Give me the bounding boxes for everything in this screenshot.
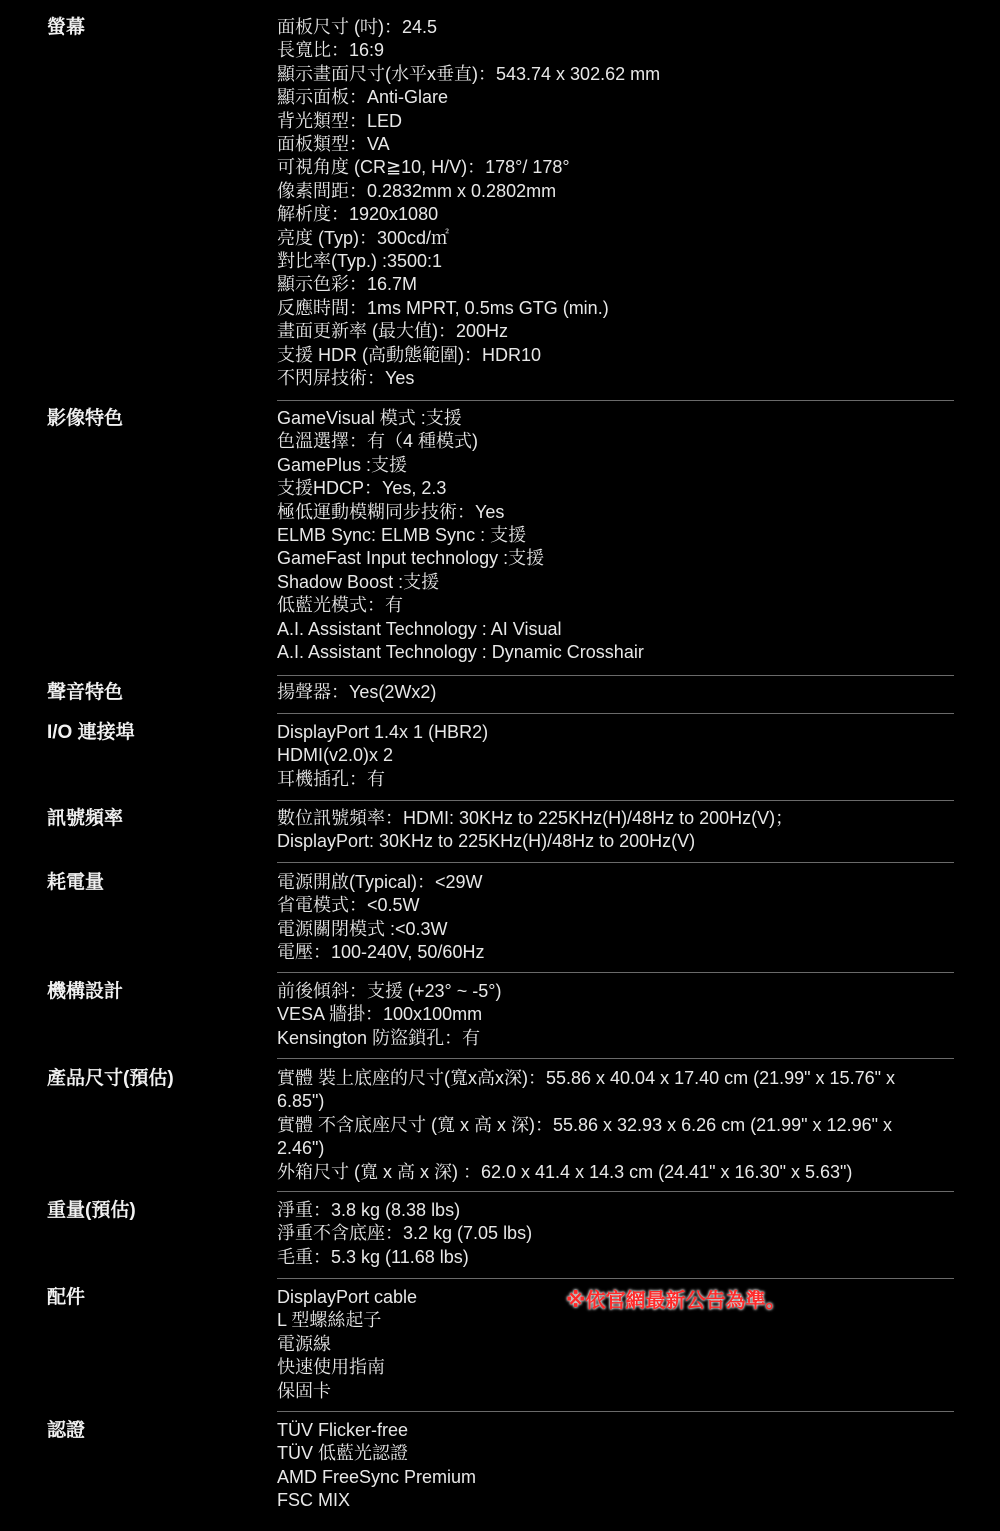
- spec-line: 反應時間：1ms MPRT, 0.5ms GTG (min.): [277, 297, 609, 318]
- section-label: I/O 連接埠: [47, 722, 135, 743]
- section-label: 耗電量: [47, 872, 105, 893]
- spec-line: HDMI(v2.0)x 2: [277, 745, 394, 766]
- spec-line: 淨重不含底座：3.2 kg (7.05 lbs): [277, 1223, 533, 1244]
- spec-line: 支援 HDR (高動態範圍)：HDR10: [277, 344, 542, 365]
- section-divider: [277, 800, 954, 801]
- section-divider: [277, 862, 954, 863]
- spec-list: [277, 1199, 957, 1269]
- section-divider: [277, 713, 954, 714]
- spec-line: FSC MIX: [277, 1490, 351, 1511]
- spec-list: [277, 807, 957, 854]
- spec-line: 快速使用指南: [277, 1357, 385, 1378]
- spec-list: [277, 681, 957, 704]
- spec-list: [277, 1419, 957, 1513]
- spec-line: 6.85"): [277, 1091, 325, 1112]
- spec-line: L 型螺絲起子: [277, 1310, 382, 1331]
- spec-line: TÜV Flicker-free: [277, 1420, 409, 1440]
- section-divider: [277, 1411, 954, 1412]
- section-label: 聲音特色: [47, 682, 124, 703]
- spec-line: 不閃屏技術：Yes: [277, 368, 415, 389]
- spec-line: 解析度：1920x1080: [277, 204, 439, 225]
- section-divider: [277, 1278, 954, 1279]
- section-label: 配件: [47, 1287, 86, 1308]
- spec-line: 2.46"): [277, 1138, 325, 1159]
- spec-line: 實體 裝上底座的尺寸(寬x高x深)：55.86 x 40.04 x 17.40 cm (21.99" x 15.76" x: [277, 1068, 895, 1088]
- section-label: 產品尺寸(預估): [47, 1068, 174, 1089]
- spec-line: 亮度 (Typ)：300cd/㎡: [277, 227, 450, 248]
- official-notice: ※依官網最新公告為準。: [566, 1290, 786, 1312]
- spec-line: AMD FreeSync Premium: [277, 1466, 477, 1487]
- spec-line: 可視角度 (CR≧10, H/V)：178°/ 178°: [277, 157, 570, 178]
- spec-list: [277, 16, 957, 391]
- section-label: 重量(預估): [47, 1200, 136, 1221]
- spec-list: [277, 1067, 957, 1184]
- spec-line: ELMB Sync: ELMB Sync : 支援: [277, 525, 527, 546]
- section-label: 影像特色: [47, 408, 124, 429]
- spec-list: [277, 721, 957, 791]
- spec-line: A.I. Assistant Technology : Dynamic Crosshair: [277, 642, 644, 663]
- spec-line: GameVisual 模式 :支援: [277, 408, 462, 428]
- section-label: 螢幕: [47, 17, 86, 38]
- spec-line: DisplayPort cable: [277, 1287, 418, 1307]
- section-divider: [277, 972, 954, 973]
- spec-line: 像素間距：0.2832mm x 0.2802mm: [277, 180, 557, 201]
- spec-line: 低藍光模式：有: [277, 595, 403, 616]
- spec-line: 毛重：5.3 kg (11.68 lbs): [277, 1246, 469, 1267]
- section-divider: [277, 1191, 954, 1192]
- spec-line: 省電模式：<0.5W: [277, 895, 420, 916]
- spec-line: 實體 不含底座尺寸 (寬 x 高 x 深)：55.86 x 32.93 x 6.26 cm (21.99" x 12.96" x: [277, 1114, 892, 1135]
- spec-line: 電源關閉模式 :<0.3W: [277, 918, 448, 939]
- section-label: 訊號頻率: [47, 808, 124, 829]
- spec-line: 顯示色彩：16.7M: [277, 274, 418, 295]
- spec-line: VESA 牆掛：100x100mm: [277, 1004, 483, 1025]
- spec-line: GameFast Input technology :支援: [277, 548, 545, 569]
- spec-line: 揚聲器：Yes(2Wx2): [277, 682, 437, 702]
- spec-line: 電源線: [277, 1333, 331, 1354]
- spec-line: 電壓：100-240V, 50/60Hz: [277, 942, 485, 963]
- section-label: 認證: [47, 1420, 86, 1441]
- spec-line: 淨重：3.8 kg (8.38 lbs): [277, 1200, 461, 1220]
- spec-line: TÜV 低藍光認證: [277, 1443, 409, 1464]
- section-label: 機構設計: [47, 981, 124, 1002]
- spec-line: 外箱尺寸 (寬 x 高 x 深) ：62.0 x 41.4 x 14.3 cm (24.41" x 16.30" x 5.63"): [277, 1161, 853, 1182]
- spec-line: 面板類型：VA: [277, 134, 390, 155]
- spec-list: [277, 980, 957, 1050]
- spec-line: DisplayPort 1.4x 1 (HBR2): [277, 722, 489, 742]
- spec-line: Kensington 防盜鎖孔：有: [277, 1027, 481, 1048]
- section-divider: [277, 400, 954, 401]
- spec-line: A.I. Assistant Technology : AI Visual: [277, 618, 562, 639]
- spec-list: [277, 871, 957, 965]
- spec-line: 背光類型：LED: [277, 110, 403, 131]
- spec-line: GamePlus :支援: [277, 454, 408, 475]
- section-divider: [277, 1058, 954, 1059]
- spec-line: 極低運動模糊同步技術：Yes: [277, 501, 505, 522]
- spec-line: 耳機插孔：有: [277, 768, 385, 789]
- spec-line: DisplayPort: 30KHz to 225KHz(H)/48Hz to 200Hz(V): [277, 831, 696, 852]
- spec-list: [277, 407, 957, 664]
- spec-line: 對比率(Typ.) :3500:1: [277, 251, 443, 272]
- spec-line: 電源開啟(Typical)：<29W: [277, 872, 483, 892]
- spec-line: 數位訊號頻率：HDMI: 30KHz to 225KHz(H)/48Hz to 200Hz(V)；: [277, 808, 794, 828]
- spec-line: 顯示畫面尺寸(水平x垂直)：543.74 x 302.62 mm: [277, 63, 661, 84]
- section-divider: [277, 675, 954, 676]
- spec-line: 畫面更新率 (最大值)：200Hz: [277, 321, 509, 342]
- spec-line: 長寬比：16:9: [277, 40, 385, 61]
- spec-line: 支援HDCP：Yes, 2.3: [277, 478, 447, 499]
- spec-line: 保固卡: [277, 1380, 331, 1401]
- spec-line: 面板尺寸 (吋)：24.5: [277, 17, 438, 37]
- spec-line: 顯示面板：Anti-Glare: [277, 87, 449, 108]
- spec-line: 前後傾斜：支援 (+23° ~ -5°): [277, 981, 502, 1001]
- spec-line: Shadow Boost :支援: [277, 571, 440, 592]
- spec-line: 色溫選擇：有（4 種模式): [277, 431, 479, 452]
